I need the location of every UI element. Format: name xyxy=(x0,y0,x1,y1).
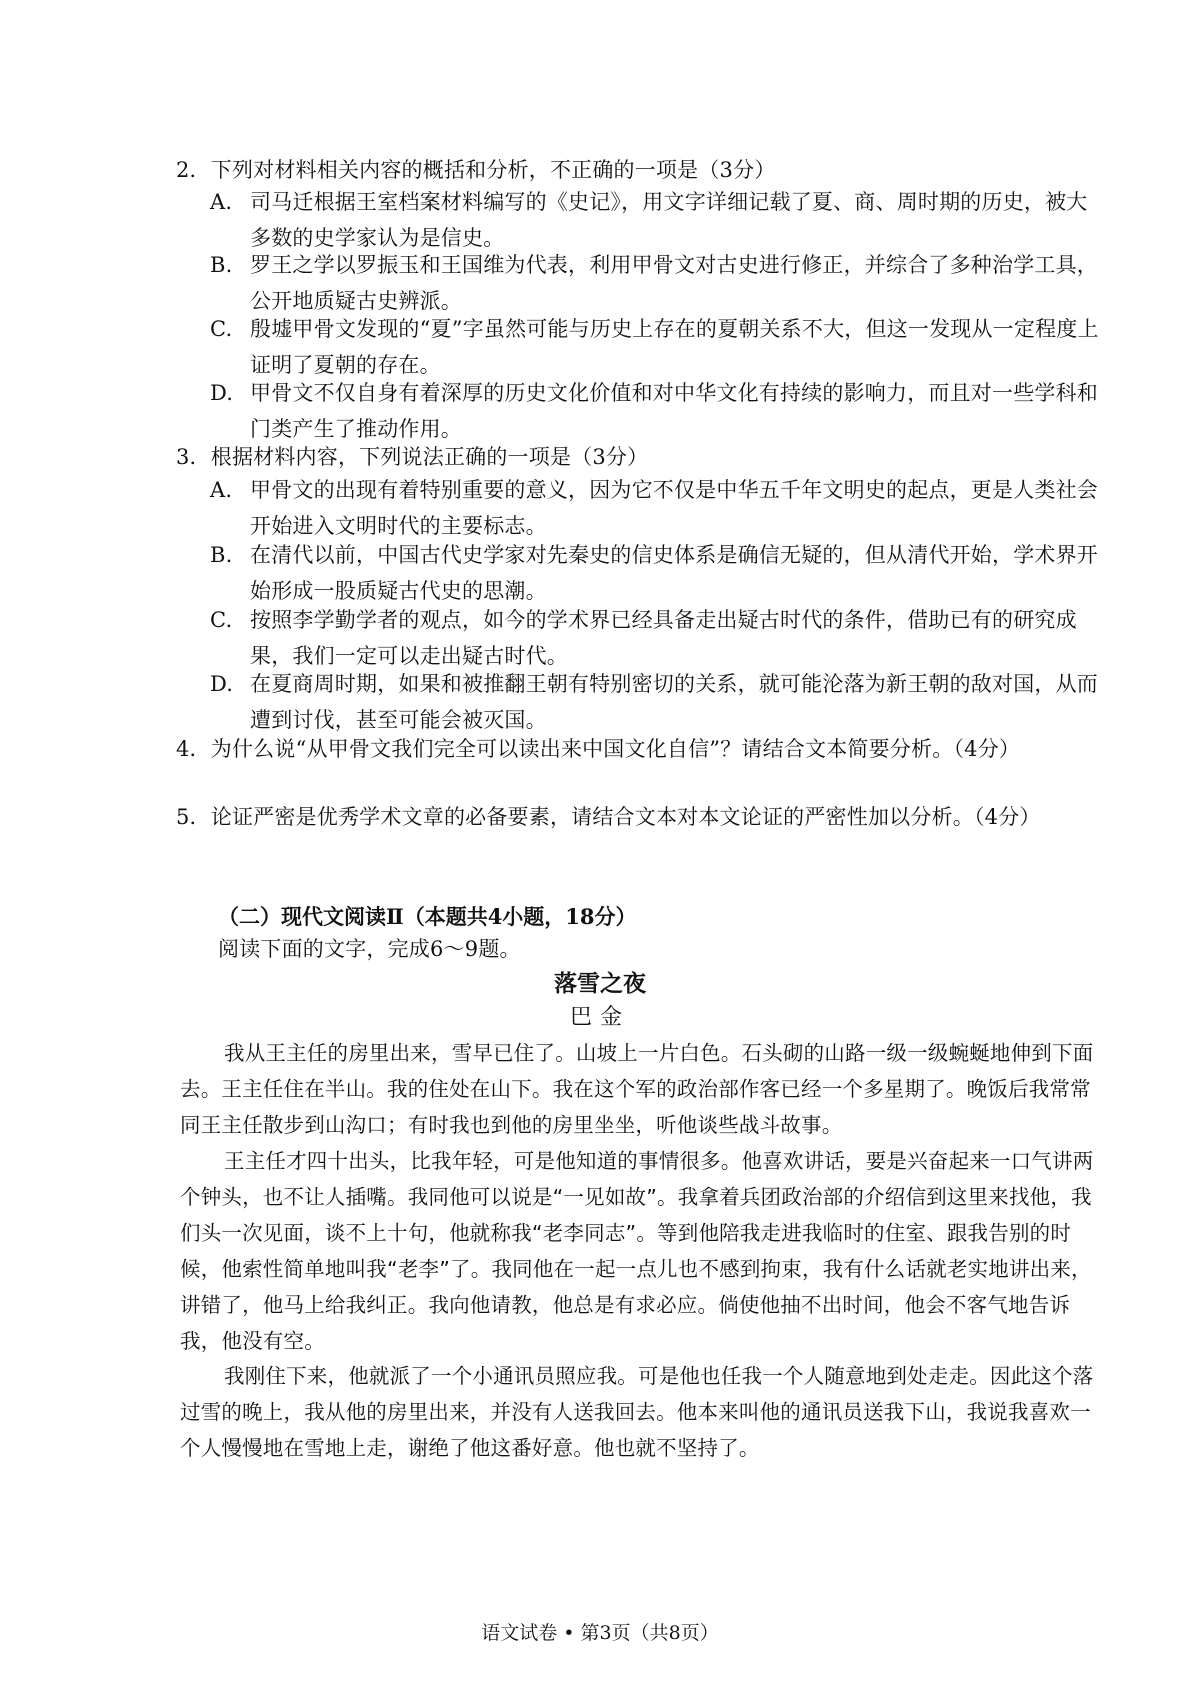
question-3-option-c xyxy=(210,602,1090,674)
option-letter: B. xyxy=(210,543,233,567)
question-2-stem: 2．下列对材料相关内容的概括和分析，不正确的一项是（3分） xyxy=(176,158,776,182)
article-paragraph-2: 王主任才四十出头，比我年轻，可是他知道的事情很多。他喜欢讲话，要是兴奋起来一口气讲两个钟头，也不让人插嘴。我同他可以说是“一见如故”。我拿着兵团政治部的介绍信到这里来找他，我们头一次见面，谈不上十句，他就称我“老李同志”。等到他陪我走进我临时的住室、跟我告别的时候，他索性简单地叫我“老李”了。我同他在一起一点儿也不感到拘束，我有什么话就老实地讲出来，讲错了，他马上给我纠正。我向他请教，他总是有求必应。倘使他抽不出时间，他会不客气地告诉我，他没有空。 xyxy=(180,1149,1094,1353)
question-2-option-a xyxy=(210,184,1090,256)
option-text: 司马迁根据王室档案材料编写的《史记》，用文字详细记载了夏、商、周时期的历史，被大多数的史学家认为是信史。 xyxy=(250,190,1088,250)
option-text: 在清代以前，中国古代史学家对先秦史的信史体系是确信无疑的，但从清代开始，学术界开始形成一股质疑古代史的思潮。 xyxy=(250,543,1098,603)
article-paragraph-3: 我刚住下来，他就派了一个小通讯员照应我。可是他也任我一个人随意地到处走走。因此这个落过雪的晚上，我从他的房里出来，并没有人送我回去。他本来叫他的通讯员送我下山，我说我喜欢一个人慢慢地在雪地上走，谢绝了他这番好意。他也就不坚持了。 xyxy=(180,1364,1094,1460)
option-text: 在夏商周时期，如果和被推翻王朝有特别密切的关系，就可能沦落为新王朝的敌对国，从而遭到讨伐，甚至可能会被灭国。 xyxy=(250,672,1098,732)
question-3-stem: 3．根据材料内容，下列说法正确的一项是（3分） xyxy=(176,445,649,469)
option-text: 按照李学勤学者的观点，如今的学术界已经具备走出疑古时代的条件，借助已有的研究成果，我们一定可以走出疑古时代。 xyxy=(250,608,1077,668)
question-3-option-b xyxy=(210,537,1098,609)
option-text: 罗王之学以罗振玉和王国维为代表，利用甲骨文对古史进行修正，并综合了多种治学工具，公开地质疑古史辨派。 xyxy=(250,253,1098,313)
option-letter: A. xyxy=(210,190,233,214)
option-letter: B. xyxy=(210,253,233,277)
section-instruction: 阅读下面的文字，完成6～9题。 xyxy=(218,937,521,961)
question-4-stem: 4．为什么说“从甲骨文我们完全可以读出来中国文化自信”？请结合文本简要分析。（4分） xyxy=(176,737,1021,761)
article-paragraph-1: 我从王主任的房里出来，雪早已住了。山坡上一片白色。石头砌的山路一级一级蜿蜒地伸到下面去。王主任住在半山。我的住处在山下。我在这个军的政治部作客已经一个多星期了。晚饭后我常常同王主任散步到山沟口；有时我也到他的房里坐坐，听他谈些战斗故事。 xyxy=(180,1041,1094,1137)
question-2-option-c xyxy=(210,311,1099,383)
option-letter: C. xyxy=(210,317,233,341)
question-3-option-d xyxy=(210,666,1098,738)
question-5-stem: 5．论证严密是优秀学术文章的必备要素，请结合文本对本文论证的严密性加以分析。（4分） xyxy=(176,805,1041,829)
question-2-option-d xyxy=(210,375,1098,447)
option-text: 甲骨文不仅自身有着深厚的历史文化价值和对中华文化有持续的影响力，而且对一些学科和门类产生了推动作用。 xyxy=(250,381,1098,441)
option-letter: D. xyxy=(210,672,234,696)
option-text: 甲骨文的出现有着特别重要的意义，因为它不仅是中华五千年文明史的起点，更是人类社会开始进入文明时代的主要标志。 xyxy=(250,478,1098,538)
option-letter: A. xyxy=(210,478,233,502)
option-letter: C. xyxy=(210,608,233,632)
section-heading: （二）现代文阅读Ⅱ（本题共4小题，18分） xyxy=(218,904,637,929)
option-letter: D. xyxy=(210,381,234,405)
article-title: 落雪之夜 xyxy=(554,970,646,997)
page-footer: 语文试卷 • 第3页（共8页） xyxy=(481,1622,719,1644)
article-author: 巴金 xyxy=(569,1005,630,1030)
question-2-option-b xyxy=(210,247,1098,319)
option-text: 殷墟甲骨文发现的“夏”字虽然可能与历史上存在的夏朝关系不大，但这一发现从一定程度上证明了夏朝的存在。 xyxy=(250,317,1099,377)
question-3-option-a xyxy=(210,472,1098,544)
